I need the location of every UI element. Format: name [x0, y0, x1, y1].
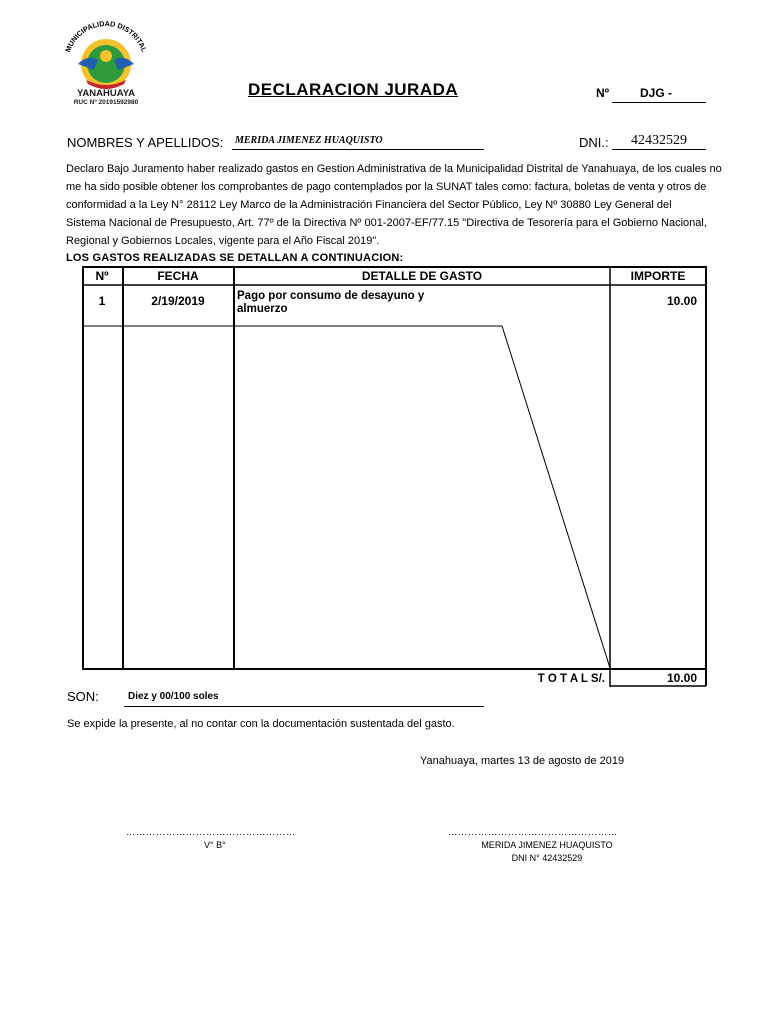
table-outer-border — [83, 267, 706, 669]
row-n: 1 — [98, 294, 106, 308]
expenses-subtitle: LOS GASTOS REALIZADAS SE DETALLAN A CONTINUACION: — [66, 252, 404, 264]
header-n: Nº — [95, 269, 109, 283]
declaration-line: conformidad a la Ley N° 28112 Ley Marco de la Administración Financiera del Sector Público, Ley Nº 30880 Ley General del — [66, 199, 672, 211]
table-grid — [82, 267, 706, 687]
document-title: DECLARACION JURADA — [248, 80, 459, 99]
declaration-line: Sistema Nacional de Presupuesto, Art. 77º de la Directiva Nº 001-2007-EF/77.15 "Directiva de Tesorería para el Gobierno Nacional, — [66, 217, 707, 229]
signature-line-left: …………………………………………… — [126, 827, 296, 837]
declaration-line: Declaro Bajo Juramento haber realizado gastos en Gestion Administrativa de la Municipalidad Distrital de Yanahuaya, de los cuales no — [66, 163, 722, 175]
expenses-table — [82, 266, 707, 687]
dni-label: DNI.: — [579, 135, 609, 150]
number-value: DJG - — [612, 86, 706, 103]
logo-name: YANAHUAYA — [76, 88, 136, 99]
date-line: Yanahuaya, martes 13 de agosto de 2019 — [420, 755, 625, 767]
number-label: Nº — [596, 86, 610, 100]
logo-arc-text: MUNICIPALIDAD DISTRITAL — [63, 20, 149, 54]
municipality-logo — [58, 20, 154, 106]
son-label: SON: — [67, 689, 99, 704]
row-detalle-line1: Pago por consumo de desayuno y — [237, 290, 425, 302]
header-importe: IMPORTE — [630, 269, 686, 283]
signature-line-right: …………………………………………… — [448, 827, 618, 837]
declaration-line: Regional y Gobiernos Locales, vigente para el Año Fiscal 2019". — [66, 235, 380, 247]
total-label: T O T A L S/. — [537, 673, 605, 685]
declaration-paragraph — [66, 160, 722, 250]
logo-sun — [100, 50, 112, 62]
signature-label-vb: V° B° — [204, 840, 226, 850]
son-value: Diez y 00/100 soles — [124, 691, 484, 707]
row-importe: 10.00 — [666, 294, 697, 308]
dni-value: 42432529 — [612, 133, 706, 150]
names-value: MERIDA JIMENEZ HUAQUISTO — [232, 135, 484, 150]
row-fecha: 2/19/2019 — [151, 294, 205, 308]
declaration-line: me ha sido posible obtener los comprobantes de pago contemplados por la SUNAT tales como: factura, boletas de venta y otros de — [66, 181, 707, 193]
header-detalle: DETALLE DE GASTO — [361, 269, 483, 283]
signer-dni: DNI N° 42432529 — [511, 853, 583, 863]
note-text: Se expide la presente, al no contar con la documentación sustentada del gasto. — [67, 718, 455, 730]
signer-name: MERIDA JIMENEZ HUAQUISTO — [481, 840, 613, 850]
row-detalle-line2: almuerzo — [237, 303, 288, 315]
cancel-line-diagonal — [502, 326, 610, 668]
names-label: NOMBRES Y APELLIDOS: — [67, 135, 224, 150]
header-fecha: FECHA — [157, 269, 199, 283]
total-value: 10.00 — [666, 671, 697, 685]
logo-ruc: RUC Nº 20191592980 — [73, 99, 139, 106]
